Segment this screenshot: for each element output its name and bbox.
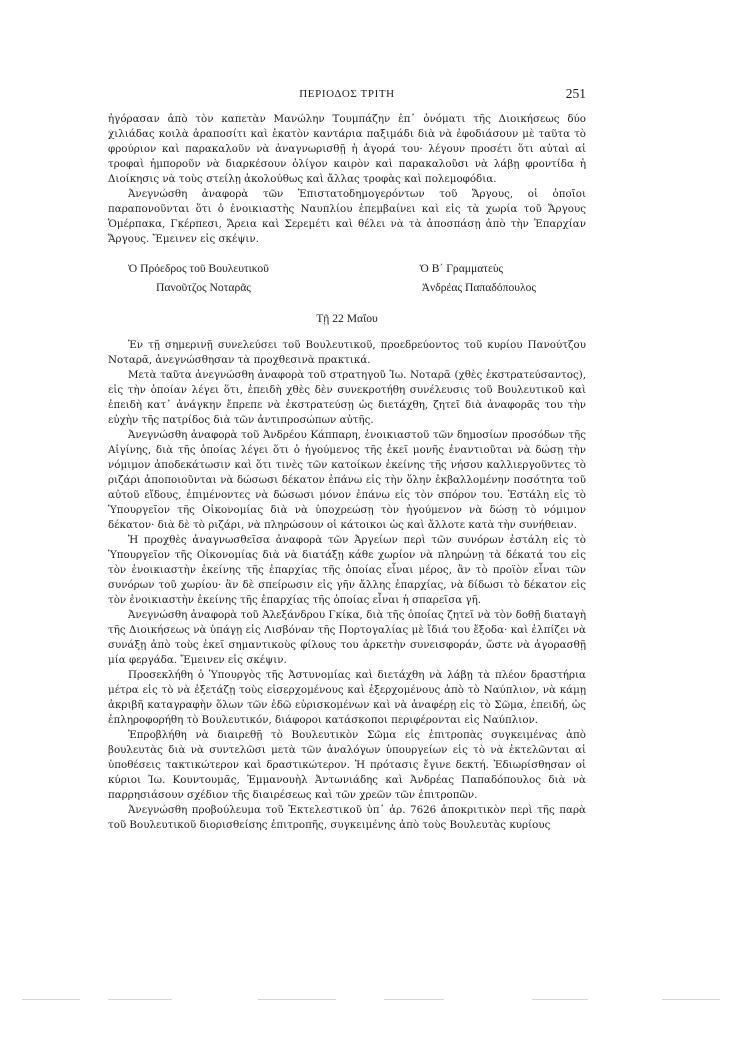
signature-name: Πανοῦτζος Νοταρᾶς (156, 281, 251, 294)
body-text (108, 112, 586, 833)
paragraph: ἠγόρασαν ἀπὸ τὸν καπετὰν Μανώλην Τουμπάζην ἐπ᾽ ὀνόματι τῆς Διοικήσεως δύο χιλιάδας κοιλὰ ἀραποσίτι καὶ ἑκατὸν καντάρια παξιμάδι διὰ νὰ ἐφοδιάσουν μὲ ταῦτα τὸ φρούριον καὶ παρακαλοῦν νὰ ἀναγνωρισθῇ ἡ ἀγορά του· λέγουν προσέτι ὅτι αὐταὶ αἱ τροφαὶ ἠμποροῦν νὰ διαρκέσουν ὀλίγον καιρὸν καὶ παρακαλοῦσι νὰ λάβῃ φροντίδα ἡ Διοίκησις νὰ τοὺς στείλῃ ἀκολούθως καὶ ἄλλας τροφὰς καὶ πολεμοφόδια. (108, 113, 586, 185)
page-header (108, 88, 586, 106)
paragraph: Ἐν τῇ σημερινῇ συνελεύσει τοῦ Βουλευτικοῦ, προεδρεύοντος τοῦ κυρίου Πανούτζου Νοταρᾶ, ἀνεγνώσθησαν τὰ προχθεσινὰ πρακτικά. (108, 339, 586, 366)
scan-mark (532, 999, 588, 1000)
scan-mark (258, 999, 336, 1000)
scan-mark (108, 999, 172, 1000)
date-heading: Τῇ 22 Μαΐου (316, 312, 378, 325)
paragraph: Ἀνεγνώσθη ἀναφορὰ τοῦ Ἀνδρέου Κάππαρη, ἐνοικιαστοῦ τῶν δημοσίων προσόδων τῆς Αἰγίνης, διὰ τῆς ὁποίας λέγει ὅτι ὁ ἡγούμενος τῆς ἐκεῖ μονῆς ἐναντιοῦται νὰ δώσῃ τὴν νόμιμον ἀποδεκάτωσιν καὶ ὅτι τινὲς τῶν κατοίκων ἐκείνης τῆς νήσου καλλιεργοῦντες τὸ ριζάρι ἀποποιοῦνται νὰ δώσωσι δέκατον ἐπάνω εἰς τὴν ὅλην ἐκβαλλομένην ποσότητα τοῦ αὐτοῦ εἴδους, ἐπιμένοντες νὰ δώσωσι μόνον ἐπάνω εἰς τὸν σπόρον του. Ἐστάλη εἰς τὸ Ὑπουργεῖον τῆς Οἰκονομίας διὰ νὰ ὑποχρεώσῃ τὸν ἡγούμενον νὰ δώσῃ τὸ νόμιμον δέκατον· διὰ δὲ τὸ ριζάρι, νὰ πληρώσουν οἱ κάτοικοι ὡς καὶ ἄλλοτε κατὰ τὴν συνήθειαν. (108, 429, 586, 531)
paragraph: Μετὰ ταῦτα ἀνεγνώσθη ἀναφορὰ τοῦ στρατηγοῦ Ἰω. Νοταρᾶ (χθὲς ἐκστρατεύσαντος), εἰς τὴν ὁποίαν λέγει ὅτι, ἐπειδὴ χθὲς δὲν συνεκροτήθη συνέλευσις τοῦ Βουλευτικοῦ καὶ ἐπειδὴ κατ᾽ ἀνάγκην ἔπρεπε νὰ ἐκστρατεύσῃ ὡς διετάχθη, ζητεῖ διὰ ἀναφορᾶς του τὴν εὐχὴν τῆς πατρίδος διὰ τῶν ἀντιπροσώπων αὐτῆς. (108, 369, 586, 426)
signature-title: Ὁ Πρόεδρος τοῦ Βουλευτικοῦ (128, 262, 269, 275)
page-number: 251 (565, 86, 586, 101)
signature-right (420, 259, 586, 297)
signature-name: Ἀνδρέας Παπαδόπουλος (421, 281, 536, 294)
signature-block (108, 259, 586, 297)
scan-mark (662, 999, 720, 1000)
paragraph: Ἀνεγνώσθη προβούλευμα τοῦ Ἐκτελεστικοῦ ὑπ᾽ ἀρ. 7626 ἀποκριτικὸν περὶ τῆς παρὰ τοῦ Βουλευτικοῦ διορισθείσης ἐπιτροπῆς, συγκειμένης ἀπὸ τοὺς Βουλευτὰς κυρίους (108, 804, 586, 831)
paragraph: Ἐπροβλήθη νὰ διαιρεθῇ τὸ Βουλευτικὸν Σῶμα εἰς ἐπιτροπὰς συγκειμένας ἀπὸ βουλευτὰς διὰ νὰ συντελῶσι μετὰ τῶν ἀναλόγων ὑπουργείων εἰς τὸ νὰ ἐκτελῶνται αἱ ὑποθέσεις τακτικώτερον καὶ δραστικώτερον. Ἡ πρότασις ἔγινε δεκτή. Ἐδιωρίσθησαν οἱ κύριοι Ἰω. Κουντουμᾶς, Ἐμμανουὴλ Ἀντωνιάδης καὶ Ἀνδρέας Παπαδόπουλος διὰ νὰ παρρησιάσουν σχέδιον τῆς διαιρέσεως καὶ τῶν χρεῶν τῶν ἐπιτροπῶν. (108, 729, 586, 801)
scan-mark (22, 999, 80, 1000)
paragraph: Ἡ προχθὲς ἀναγνωσθεῖσα ἀναφορὰ τῶν Ἀργείων περὶ τῶν συνόρων ἐστάλη εἰς τὸ Ὑπουργεῖον τῆς Οἰκονομίας διὰ νὰ διατάξῃ κάθε χωρίον νὰ πληρώνῃ τὰ δέκατά του εἰς τὸν ἐνοικιαστὴν ἐκείνης τῆς ἐπαρχίας τῆς ὁποίας εἶναι μέρος, ἂν τὸ προϊὸν εἶναι τῶν συνόρων τοῦ χωρίου· ἂν δὲ σπείρωσιν εἰς γῆν ἄλλης ἐπαρχίας, νὰ δίδωσι τὸ δέκατον εἰς τὸν ἐνοικιαστὴν ἐκείνης τῆς ἐπαρχίας τῆς ὁποίας εἶναι ἡ σπαρεῖσα γῆ. (108, 534, 586, 606)
scan-mark (384, 999, 444, 1000)
running-title: ΠΕΡΙΟΔΟΣ ΤΡΙΤΗ (299, 88, 395, 100)
paragraph: Ἀνεγνώσθη ἀναφορὰ τῶν Ἐπιστατοδημογερόντων τοῦ Ἄργους, οἱ ὁποῖοι παραπονοῦνται ὅτι ὁ ἐνοικιαστὴς Ναυπλίου ἐπεμβαίνει καὶ εἰς τὰ χωρία τοῦ Ἄργους Ὁμέρπακα, Γκέρπεσι, Ἄρεια καὶ Σερεμέτι καὶ θέλει νὰ τὰ ἀποσπάσῃ ἀπὸ τὴν Ἐπαρχίαν Ἄργους. Ἔμεινεν εἰς σκέψιν. (108, 188, 586, 245)
signature-title: Ὁ Β΄ Γραμματεὺς (419, 262, 504, 275)
paragraph: Προσεκλήθη ὁ Ὑπουργὸς τῆς Ἀστυνομίας καὶ διετάχθη νὰ λάβῃ τὰ πλέον δραστήρια μέτρα εἰς τὸ νὰ ἐξετάζῃ τοὺς εἰσερχομένους καὶ ἐξερχομένους ἀπὸ τὸ Ναύπλιον, νὰ κάμῃ ἀκριβῆ καταγραφὴν ὅλων τῶν ἐδῶ εὑρισκομένων καὶ νὰ ἀναφέρῃ εἰς τὸ Σῶμα, ἐπειδή, ὡς ἐπληροφορήθη τὸ Βουλευτικόν, διάφοροι κατάσκοποι περιφέρονται εἰς Ναύπλιον. (108, 669, 586, 726)
footer-scan-marks (22, 999, 722, 1001)
signature-left (108, 259, 269, 297)
paragraph: Ἀνεγνώσθη ἀναφορὰ τοῦ Ἀλεξάνδρου Γκίκα, διὰ τῆς ὁποίας ζητεῖ νὰ τὸν δοθῇ διαταγὴ τῆς Διοικήσεως νὰ ὑπάγῃ εἰς Λισβόναν τῆς Πορτογαλίας μὲ ἴδιά του ἔξοδα· καὶ ἐλπίζει νὰ συνάξῃ ἀπὸ τοὺς ἐκεῖ σημαντικοὺς φίλους του ἀρκετὴν συνεισφοράν, ὥστε νὰ ἀγορασθῇ μία φεργάδα. Ἔμεινεν εἰς σκέψιν. (108, 609, 586, 666)
